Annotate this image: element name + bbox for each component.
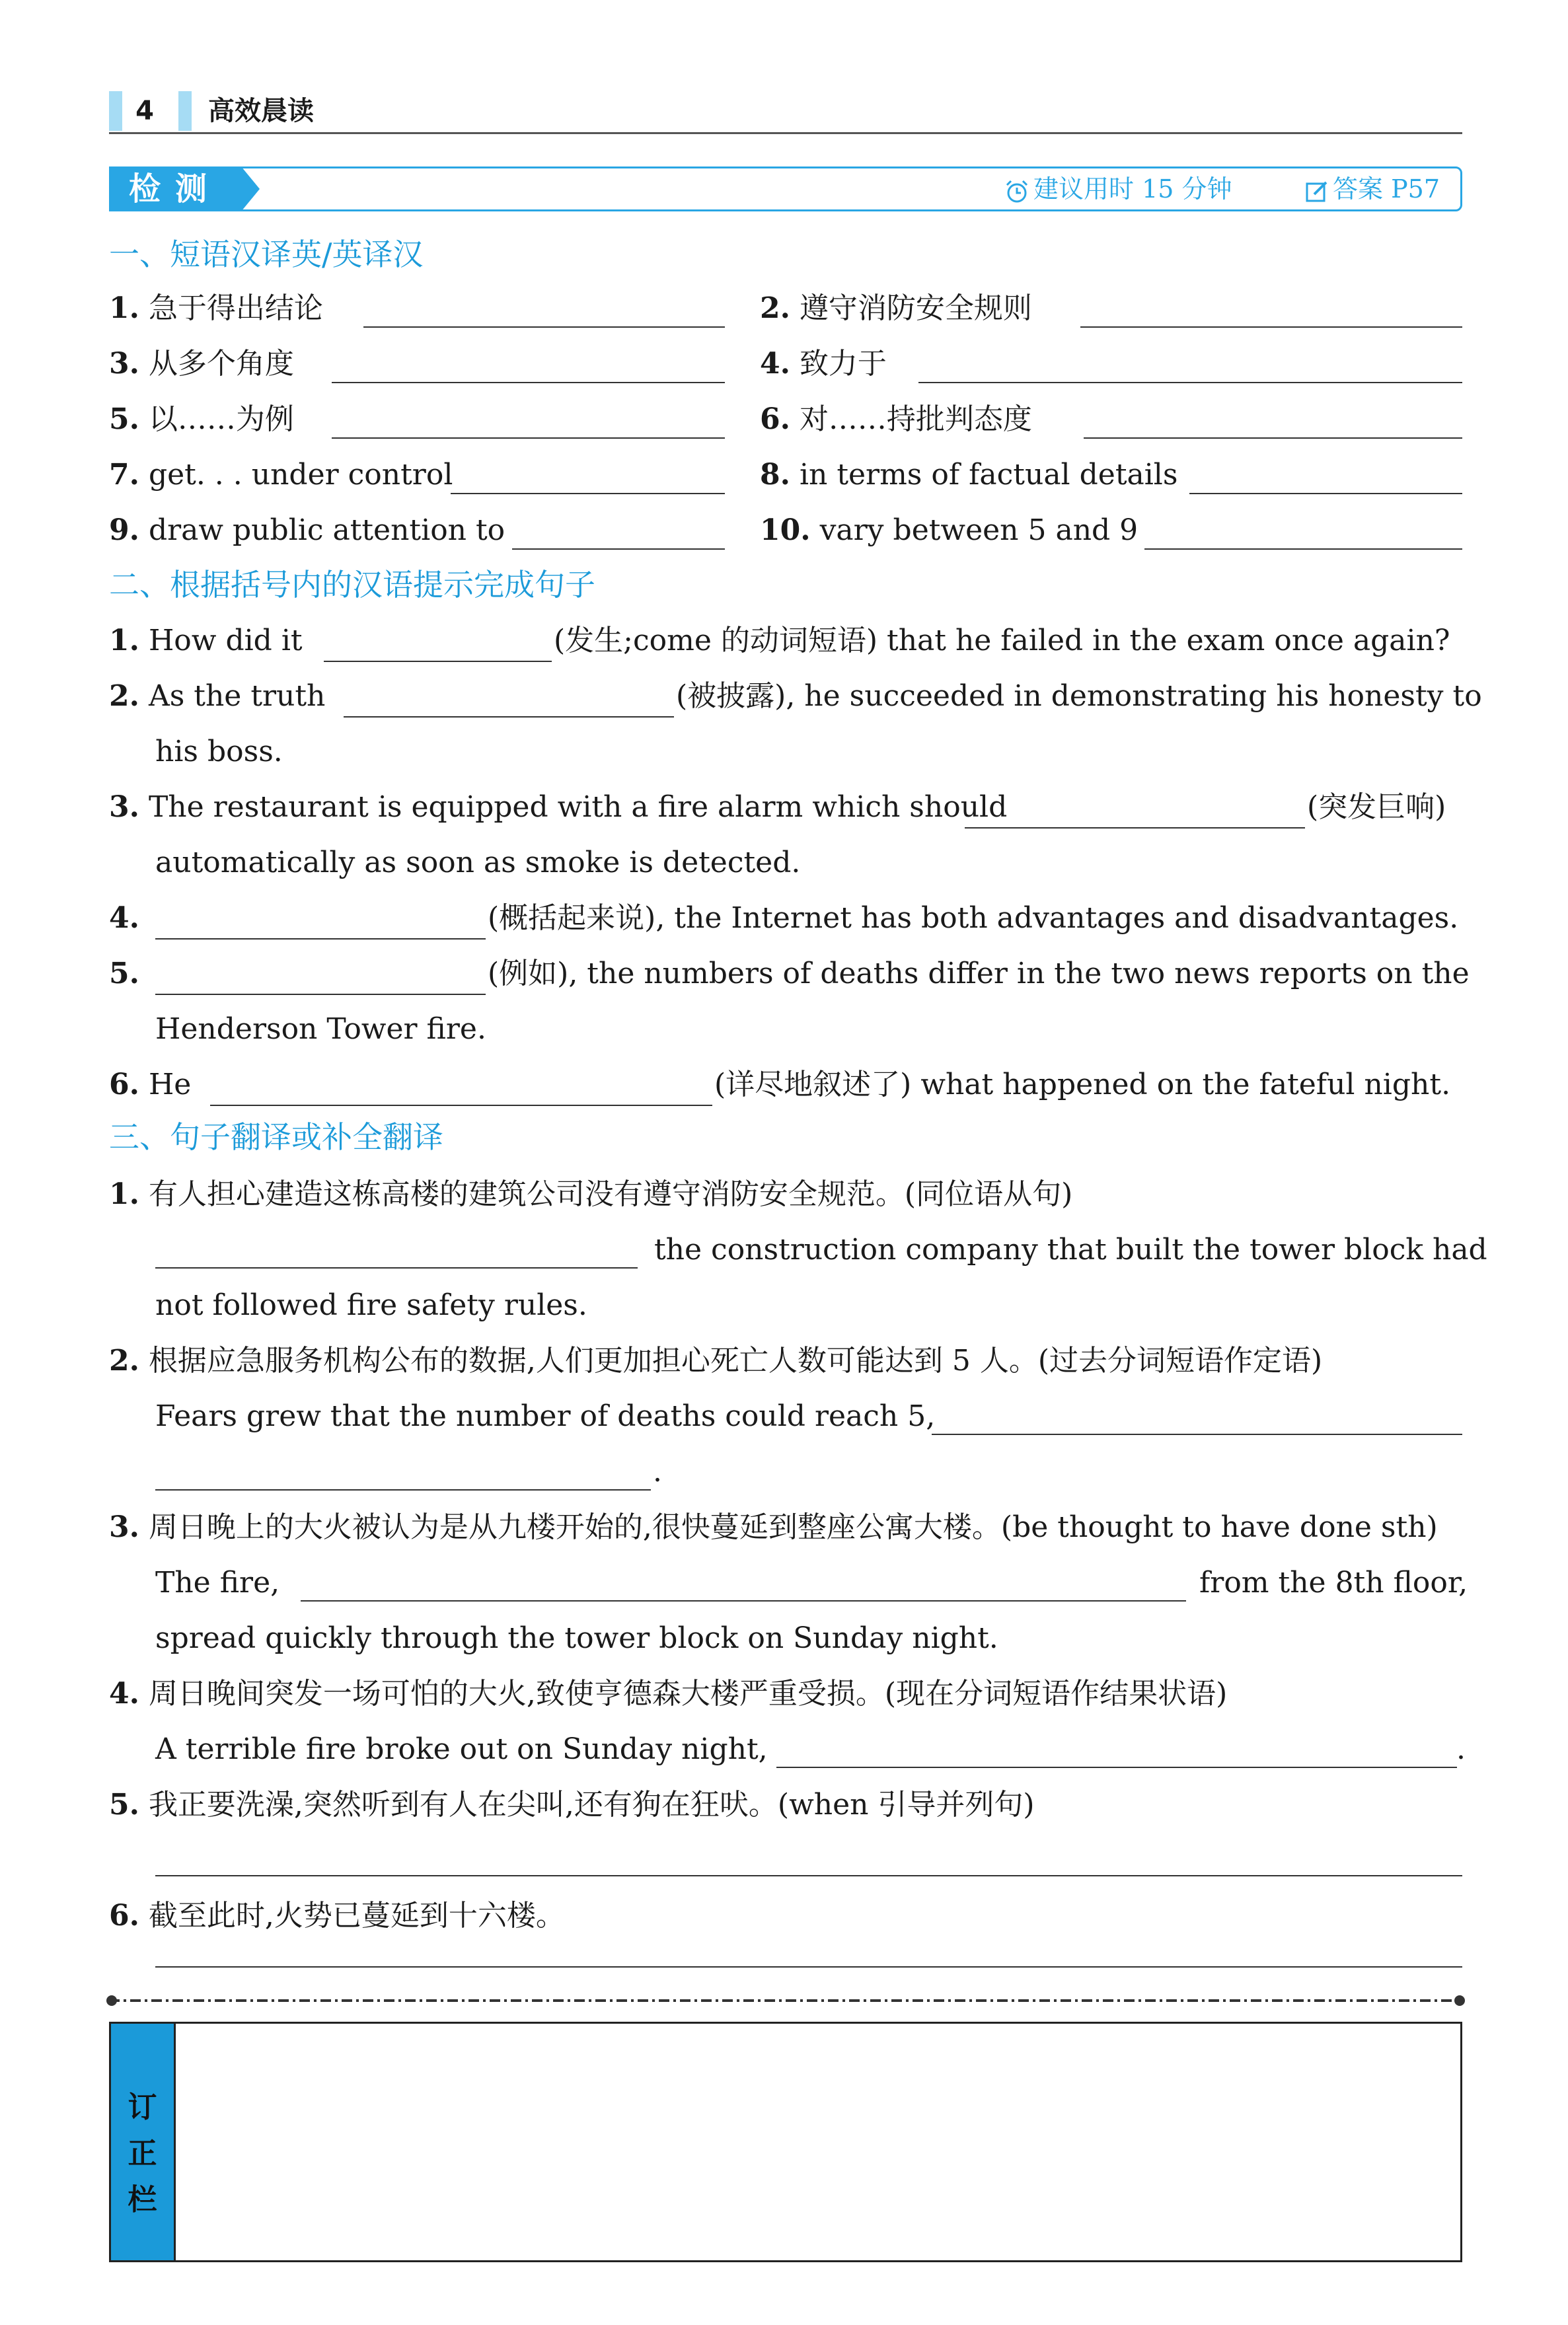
list-item: 6. He xyxy=(109,1068,192,1101)
alarm-clock-icon xyxy=(1004,179,1029,204)
list-item-text: Fears grew that the number of deaths could reach 5, xyxy=(155,1399,936,1433)
correction-label-char: 订 xyxy=(128,2090,157,2124)
answer-blank[interactable] xyxy=(332,437,725,439)
list-item-text: A terrible fire broke out on Sunday night, xyxy=(155,1732,768,1766)
header-divider xyxy=(109,132,1462,134)
page-number: 4 xyxy=(135,96,154,126)
list-item: 6. 截至此时,火势已蔓延到十六楼。 xyxy=(109,1899,565,1933)
answer-blank[interactable] xyxy=(155,938,486,940)
list-item-text: Henderson Tower fire. xyxy=(155,1012,486,1046)
answer-blank[interactable] xyxy=(155,994,486,995)
correction-label-char: 正 xyxy=(128,2137,157,2170)
part3-title: 三、句子翻译或补全翻译 xyxy=(109,1119,443,1155)
answer-hint-text: 答案 P57 xyxy=(1333,174,1440,203)
answer-blank[interactable] xyxy=(918,382,1462,383)
list-item: 1. 急于得出结论 xyxy=(109,291,323,325)
answer-blank[interactable] xyxy=(301,1600,1186,1602)
list-item-text: The fire, xyxy=(155,1566,280,1600)
part1-title: 一、短语汉译英/英译汉 xyxy=(109,237,424,272)
list-item-text: . xyxy=(653,1455,662,1489)
correction-label-char: 栏 xyxy=(128,2183,157,2217)
dashed-divider xyxy=(109,1999,1462,2002)
list-item: 8. in terms of factual details xyxy=(760,458,1178,492)
list-item: 3. 从多个角度 xyxy=(109,347,294,381)
list-item: 9. draw public attention to xyxy=(109,513,505,547)
section-bar xyxy=(109,166,1462,211)
list-item: 1. 有人担心建造这栋高楼的建筑公司没有遵守消防安全规范。(同位语从句) xyxy=(109,1177,1073,1211)
edit-icon xyxy=(1305,180,1329,203)
list-item: 2. As the truth xyxy=(109,679,326,713)
book-title: 高效晨读 xyxy=(208,96,314,126)
list-item: 2. 根据应急服务机构公布的数据,人们更加担心死亡人数可能达到 5 人。(过去分词短语作定语) xyxy=(109,1344,1323,1378)
answer-blank[interactable] xyxy=(324,661,552,662)
list-item-text: (发生;come 的动词短语) that he failed in the exam once again? xyxy=(554,624,1450,657)
list-item-text: (详尽地叙述了) what happened on the fateful night. xyxy=(714,1068,1451,1101)
list-item-text: (例如), the numbers of deaths differ in the two news reports on the xyxy=(488,957,1470,990)
list-item: 4. 周日晚间突发一场可怕的大火,致使亨德森大楼严重受损。(现在分词短语作结果状语) xyxy=(109,1677,1228,1711)
list-item-text: . xyxy=(1456,1732,1466,1766)
list-item: 2. 遵守消防安全规则 xyxy=(760,291,1032,325)
section-tag-label: 检测 xyxy=(129,170,222,207)
list-item: 4. 致力于 xyxy=(760,347,887,381)
answer-blank[interactable] xyxy=(332,382,725,383)
list-item: 4. xyxy=(109,901,139,935)
answer-blank[interactable] xyxy=(155,1267,638,1269)
list-item: 6. 对……持批判态度 xyxy=(760,402,1032,436)
answer-blank[interactable] xyxy=(210,1105,712,1106)
answer-blank[interactable] xyxy=(155,1966,1462,1968)
list-item-text: (突发巨响) xyxy=(1307,790,1446,824)
answer-blank[interactable] xyxy=(1144,548,1462,550)
list-item: 1. How did it xyxy=(109,624,303,657)
answer-blank[interactable] xyxy=(512,548,725,550)
list-item: 5. 我正要洗澡,突然听到有人在尖叫,还有狗在狂吠。(when 引导并列句) xyxy=(109,1788,1035,1822)
list-item-text: spread quickly through the tower block on Sunday night. xyxy=(155,1621,998,1655)
time-hint-text: 建议用时 15 分钟 xyxy=(1033,174,1232,203)
answer-blank[interactable] xyxy=(155,1489,651,1491)
answer-blank[interactable] xyxy=(451,493,725,494)
answer-blank[interactable] xyxy=(965,827,1305,829)
list-item: 7. get. . . under control xyxy=(109,458,453,492)
answer-blank[interactable] xyxy=(155,1875,1462,1876)
list-item: 10. vary between 5 and 9 xyxy=(760,513,1139,547)
list-item: 3. The restaurant is equipped with a fire alarm which should xyxy=(109,790,1008,824)
correction-label-panel xyxy=(111,2024,176,2260)
part2-title: 二、根据括号内的汉语提示完成句子 xyxy=(109,567,595,603)
answer-blank[interactable] xyxy=(776,1767,1457,1768)
list-item-text: (被披露), he succeeded in demonstrating his honesty to xyxy=(676,679,1482,713)
answer-hint xyxy=(1305,166,1440,211)
list-item: 5. 以……为例 xyxy=(109,402,294,436)
answer-blank[interactable] xyxy=(1189,493,1462,494)
section-tag xyxy=(109,166,260,211)
list-item-text: his boss. xyxy=(155,735,283,768)
list-item-text: the construction company that built the tower block had xyxy=(654,1233,1487,1267)
page-number-badge xyxy=(109,91,192,131)
answer-blank[interactable] xyxy=(1084,437,1462,439)
list-item: 3. 周日晚上的大火被认为是从九楼开始的,很快蔓延到整座公寓大楼。(be thought to have done sth) xyxy=(109,1510,1438,1544)
answer-blank[interactable] xyxy=(344,716,674,718)
list-item-text: (概括起来说), the Internet has both advantages and disadvantages. xyxy=(488,901,1459,935)
list-item-text: from the 8th floor, xyxy=(1199,1566,1468,1600)
list-item-text: automatically as soon as smoke is detected. xyxy=(155,846,801,879)
time-hint xyxy=(1004,166,1232,211)
answer-blank[interactable] xyxy=(932,1434,1462,1435)
list-item: 5. xyxy=(109,957,139,990)
correction-box[interactable] xyxy=(109,2022,1462,2262)
list-item-text: not followed fire safety rules. xyxy=(155,1288,587,1322)
answer-blank[interactable] xyxy=(1080,326,1462,328)
answer-blank[interactable] xyxy=(363,326,725,328)
